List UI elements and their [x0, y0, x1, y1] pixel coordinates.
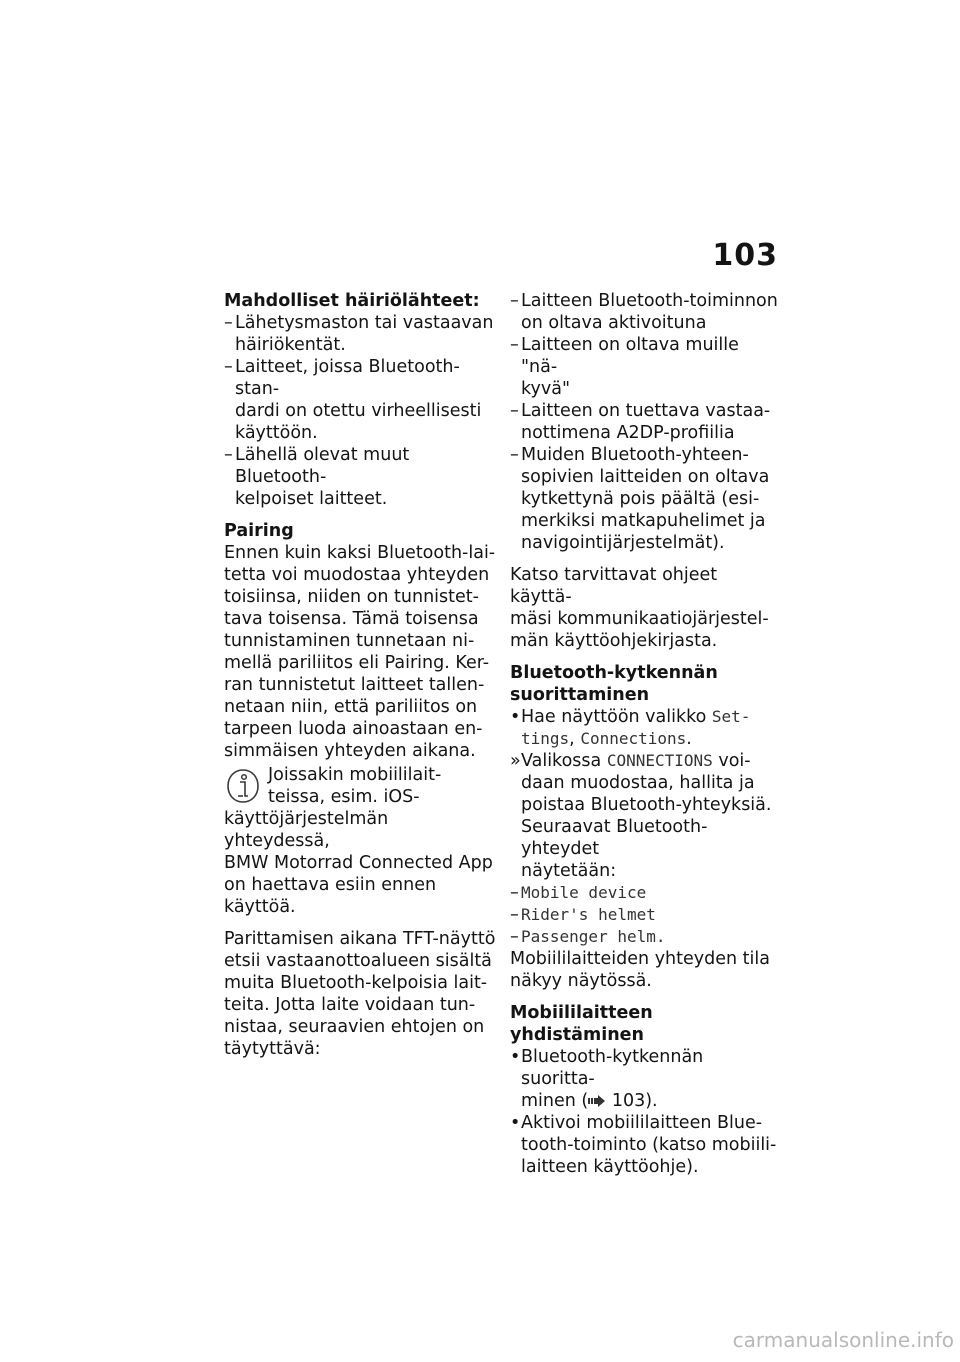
heading-bluetooth-connection: Bluetooth-kytkennän suorittaminen	[510, 663, 718, 705]
connection-item: – Mobile device	[510, 883, 647, 903]
bullet-marker: •	[510, 707, 521, 727]
list-item: – Muiden Bluetooth-yhteen- sopivien laitteiden on oltava kytkettynä pois päältä (esi- merkiksi matkapuhelimet ja navigointijärjestelmät).	[510, 445, 770, 553]
step-item: • Hae näyttöön valikko Set- tings, Connections.	[510, 707, 751, 749]
list-item: – Lähellä olevat muut Bluetooth- kelpoiset laitteet.	[224, 445, 410, 509]
dash-marker: –	[510, 291, 519, 311]
list-item: – Laitteen Bluetooth-toiminnon on oltava aktivoituna	[510, 291, 778, 333]
dash-marker: –	[510, 401, 519, 421]
result-item: » Valikossa CONNECTIONS voi- daan muodostaa, hallita ja poistaa Bluetooth-yhteyksiä. Seuraavat Bluetooth-yhteydet näytetään:	[510, 751, 772, 881]
manual-reference-paragraph: Katso tarvittavat ohjeet käyttä- mäsi kommunikaatiojärjestel- män käyttöohjekirjasta.	[510, 565, 769, 651]
bullet-marker: •	[510, 1113, 521, 1133]
result-marker: »	[510, 751, 521, 771]
list-item: – Laitteet, joissa Bluetooth-stan- dardi on otettu virheellisesti käyttöön.	[224, 357, 482, 443]
heading-interference-sources: Mahdolliset häiriölähteet:	[224, 291, 480, 311]
step-item: • Aktivoi mobiililaitteen Blue- tooth-toiminto (katso mobiili- laitteen käyttöohje).	[510, 1113, 777, 1177]
list-item: – Laitteen on tuettava vastaa- nottimena A2DP-profiilia	[510, 401, 771, 443]
bullet-marker: •	[510, 1047, 521, 1067]
dash-marker: –	[510, 335, 519, 355]
dash-marker: –	[224, 357, 233, 377]
pairing-paragraph: Ennen kuin kaksi Bluetooth-lai- tetta voi muodostaa yhteyden toisiinsa, niiden on tunnistet- tava toisensa. Tämä toisensa tunnistaminen tunnetaan ni- mellä pariliitos eli Pairing. Ker- ran tunnistetut laitteet tallen- netaan niin, että pariliitos on tarpeen luoda ainoastaan en- simmäisen yhteyden aikana.	[224, 543, 496, 761]
dash-marker: –	[510, 445, 519, 465]
pairing-conditions-paragraph: Parittamisen aikana TFT-näyttö etsii vastaanottoalueen sisältä muita Bluetooth-kelpoisia lait- teita. Jotta laite voidaan tun- nistaa, seuraavien ehtojen on täytyttävä:	[224, 929, 496, 1059]
dash-marker: –	[224, 445, 233, 465]
dash-marker: –	[510, 927, 519, 947]
heading-pairing: Pairing	[224, 521, 294, 541]
list-item: – Laitteen on oltava muille "nä- kyvä"	[510, 335, 739, 399]
dash-marker: –	[510, 905, 519, 925]
heading-connect-mobile: Mobiililaitteen yhdistäminen	[510, 1003, 653, 1045]
connection-status-paragraph: Mobiililaitteiden yhteyden tila näkyy näytössä.	[510, 949, 770, 991]
step-item: • Bluetooth-kytkennän suoritta- minen ( 103).	[510, 1047, 704, 1111]
list-item: – Lähetysmaston tai vastaavan häiriökentät.	[224, 313, 494, 355]
right-column	[510, 290, 780, 1178]
connection-item: – Passenger helm.	[510, 927, 666, 947]
watermark-footer: carmanualsonline.info	[732, 1328, 954, 1352]
page-number: 103	[712, 238, 778, 273]
dash-marker: –	[510, 883, 519, 903]
connection-item: – Rider's helmet	[510, 905, 656, 925]
left-column	[224, 290, 496, 1060]
info-icon	[226, 768, 260, 806]
info-note: Joissakin mobiililait- teissa, esim. iOS-	[224, 764, 496, 808]
info-note-continuation: käyttöjärjestelmän yhteydessä, BMW Motorrad Connected App on haettava esiin ennen käyttöä.	[224, 809, 493, 917]
page-reference-arrow-icon	[588, 1095, 606, 1107]
dash-marker: –	[224, 313, 233, 333]
